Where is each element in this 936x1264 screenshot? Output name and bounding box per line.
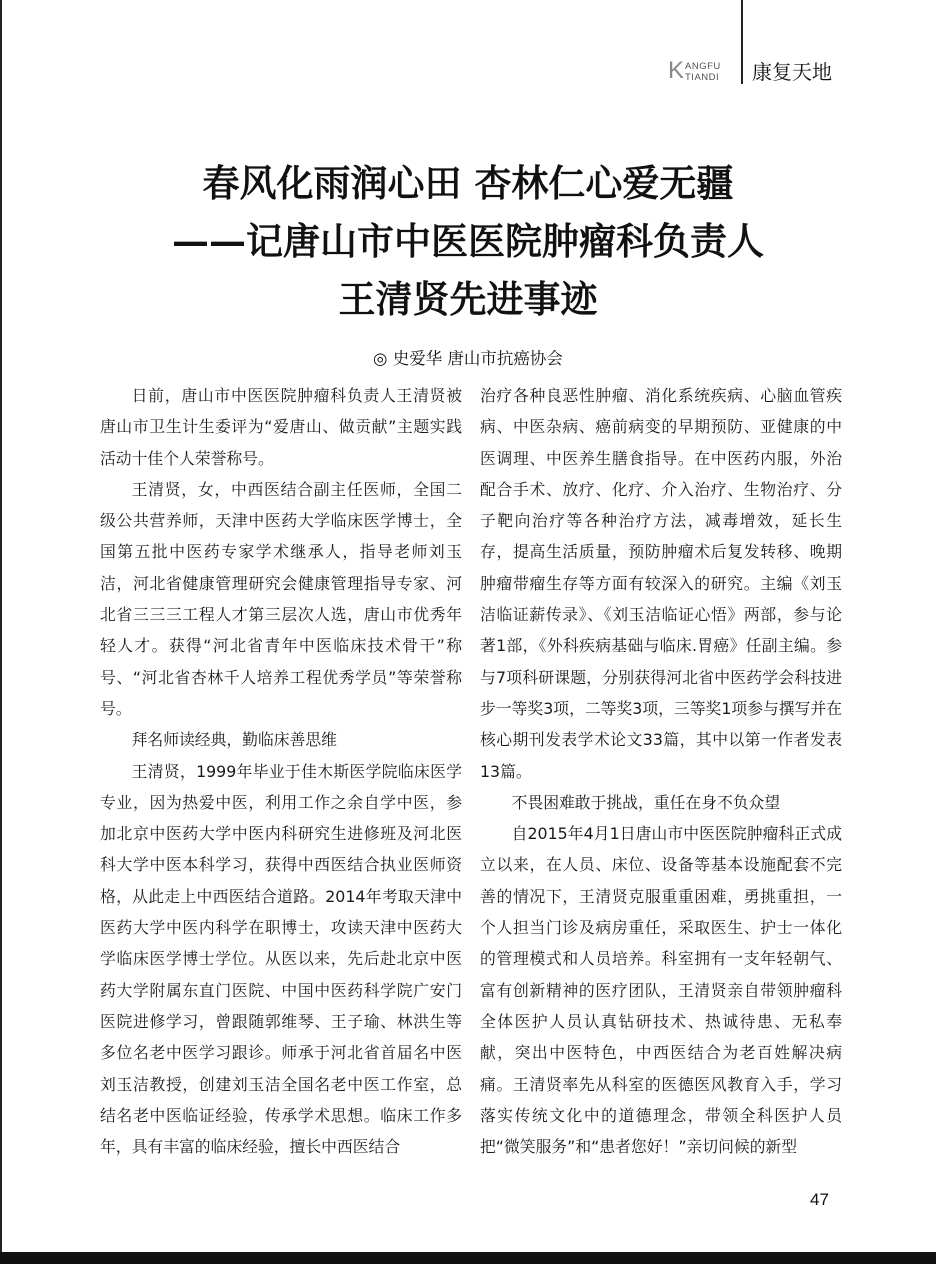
paragraph: 日前，唐山市中医医院肿瘤科负责人王清贤被唐山市卫生计生委评为“爱唐山、做贡献”主题实践活动十佳个人荣誉称号。 — [100, 386, 462, 468]
header-divider — [741, 0, 743, 84]
title-line-2: ——记唐山市中医医院肿瘤科负责人 — [172, 219, 764, 263]
subheading: 拜名师读经典，勤临床善思维 — [131, 730, 337, 750]
title-line-3: 王清贤先进事迹 — [338, 277, 598, 321]
author-byline: ◎ 史爱华 唐山市抗癌协会 — [373, 349, 563, 368]
brand-top-text: ANGFU — [685, 61, 721, 72]
title-line-1: 春风化雨润心田 杏林仁心爱无疆 — [202, 161, 734, 205]
paragraph: 王清贤，女，中西医结合副主任医师，全国二级公共营养师，天津中医药大学临床医学博士，全国第五批中医药专家学术继承人，指导老师刘玉洁，河北省健康管理研究会健康管理指导专家、河北省三三三工程人才第三层次人选，唐山市优秀年轻人才。获得“河北省青年中医临床技术骨干”称号、“河北省杏林千人培养工程优秀学员”等荣誉称号。 — [100, 479, 462, 718]
left-column — [100, 380, 462, 1162]
paragraph: 治疗各种良恶性肿瘤、消化系统疾病、心脑血管疾病、中医杂病、癌前病变的早期预防、亚健康的中医调理、中医养生膳食指导。在中医药内服，外治配合手术、放疗、化疗、介入治疗、生物治疗、分子靶向治疗等各种治疗方法，减毒增效，延长生存，提高生活质量，预防肿瘤术后复发转移、晚期肿瘤带瘤生存等方面有较深入的研究。主编《刘玉洁临证薪传录》、《刘玉洁临证心悟》两部，参与论著1部，《外科疾病基础与临床.胃癌》任副主编。参与7项科研课题，分别获得河北省中医药学会科技进步一等奖3项，二等奖3项，三等奖1项参与撰写并在核心期刊发表学术论文33篇，其中以第一作者发表13篇。 — [480, 386, 842, 781]
subheading: 不畏困难敢于挑战，重任在身不负众望 — [511, 792, 781, 812]
paragraph: 自2015年4月1日唐山市中医医院肿瘤科正式成立以来，在人员、床位、设备等基本设施配套不完善的情况下，王清贤克服重重困难，勇挑重担，一个人担当门诊及病房重任，采取医生、护士一体化的管理模式和人员培养。科室拥有一支年轻朝气、富有创新精神的医疗团队，王清贤亲自带领肿瘤科全体医护人员认真钻研技术、热诚待患、无私奉献，突出中医特色，中西医结合为老百姓解决病痛。王清贤率先从科室的医德医风教育入手，学习落实传统文化中的道德理念，带领全科医护人员把“微笑服务”和“患者您好！”亲切问候的新型 — [480, 824, 842, 1157]
section-title: 康复天地 — [752, 60, 832, 84]
brand-letter: K — [668, 57, 685, 84]
article-title — [90, 154, 846, 328]
page-number: 47 — [810, 1190, 829, 1209]
page-border-bottom — [0, 1252, 936, 1264]
page-border-left — [0, 0, 2, 1264]
right-column — [480, 380, 842, 1162]
brand-bottom-text: TIANDI — [685, 72, 720, 83]
magazine-brand-logo — [668, 57, 734, 84]
paragraph: 王清贤，1999年毕业于佳木斯医学院临床医学专业，因为热爱中医，利用工作之余自学中医，参加北京中医药大学中医内科研究生进修班及河北医科大学中医本科学习，获得中西医结合执业医师资格，从此走上中西医结合道路。2014年考取天津中医药大学中医内科学在职博士，攻读天津中医药大学临床医学博士学位。从医以来，先后赴北京中医药大学附属东直门医院、中国中医药科学院广安门医院进修学习，曾跟随郭维琴、王子瑜、林洪生等多位名老中医学习跟诊。师承于河北省首届名中医刘玉洁教授，创建刘玉洁全国名老中医工作室，总结名老中医临证经验，传承学术思想。临床工作多年，具有丰富的临床经验，擅长中西医结合 — [100, 761, 462, 1157]
